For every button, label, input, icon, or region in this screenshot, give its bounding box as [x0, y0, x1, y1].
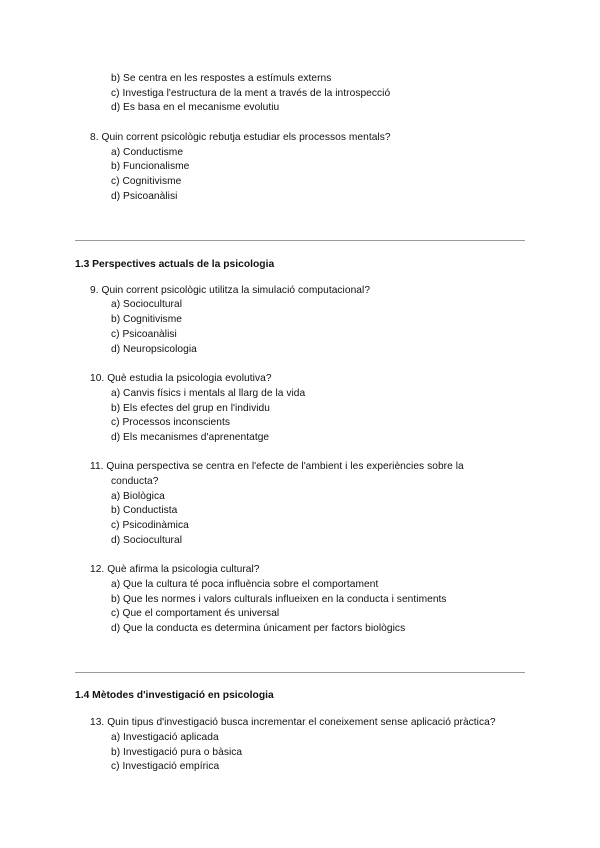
q11-option-d: d) Sociocultural: [111, 535, 183, 546]
section-heading-1-4: 1.4 Mètodes d'investigació en psicologia: [75, 690, 274, 701]
q12-option-a: a) Que la cultura té poca influència sobre el comportament: [111, 579, 379, 590]
q9-option-a: a) Sociocultural: [111, 299, 183, 310]
q9-option-c: c) Psicoanàlisi: [111, 329, 177, 340]
q9-option-b: b) Cognitivisme: [111, 314, 182, 325]
question-11-text: 11. Quina perspectiva se centra en l'efecte de l'ambient i les experiències sobre la: [90, 461, 464, 472]
q12-option-b: b) Que les normes i valors culturals influeixen en la conducta i sentiments: [111, 594, 447, 605]
prev-option-d: d) Es basa en el mecanisme evolutiu: [111, 102, 280, 113]
section-divider: [75, 240, 525, 241]
q13-option-a: a) Investigació aplicada: [111, 732, 219, 743]
question-11-text-continued: conducta?: [111, 476, 159, 487]
q8-option-c: c) Cognitivisme: [111, 176, 182, 187]
q13-option-b: b) Investigació pura o bàsica: [111, 747, 243, 758]
q11-option-b: b) Conductista: [111, 505, 178, 516]
question-13-text: 13. Quin tipus d'investigació busca incrementar el coneixement sense aplicació pràctica?: [90, 717, 496, 728]
q12-option-c: c) Que el comportament és universal: [111, 608, 280, 619]
q8-option-b: b) Funcionalisme: [111, 161, 190, 172]
q10-option-b: b) Els efectes del grup en l'individu: [111, 403, 270, 414]
question-12-text: 12. Què afirma la psicologia cultural?: [90, 564, 260, 575]
prev-option-c: c) Investiga l'estructura de la ment a través de la introspecció: [111, 88, 391, 99]
section-heading-1-3: 1.3 Perspectives actuals de la psicologia: [75, 259, 275, 270]
q13-option-c: c) Investigació empírica: [111, 761, 220, 772]
prev-option-b: b) Se centra en les respostes a estímuls externs: [111, 73, 332, 84]
q11-option-c: c) Psicodinàmica: [111, 520, 189, 531]
q8-option-a: a) Conductisme: [111, 147, 184, 158]
q8-option-d: d) Psicoanàlisi: [111, 191, 178, 202]
question-10-text: 10. Què estudia la psicologia evolutiva?: [90, 373, 272, 384]
q10-option-c: c) Processos inconscients: [111, 417, 231, 428]
q9-option-d: d) Neuropsicologia: [111, 344, 197, 355]
question-9-text: 9. Quin corrent psicològic utilitza la simulació computacional?: [90, 285, 371, 296]
question-8-text: 8. Quin corrent psicològic rebutja estudiar els processos mentals?: [90, 132, 391, 143]
q12-option-d: d) Que la conducta es determina únicament per factors biològics: [111, 623, 406, 634]
q10-option-a: a) Canvis físics i mentals al llarg de la vida: [111, 388, 306, 399]
q10-option-d: d) Els mecanismes d'aprenentatge: [111, 432, 270, 443]
q11-option-a: a) Biològica: [111, 491, 165, 502]
section-divider: [75, 672, 525, 673]
